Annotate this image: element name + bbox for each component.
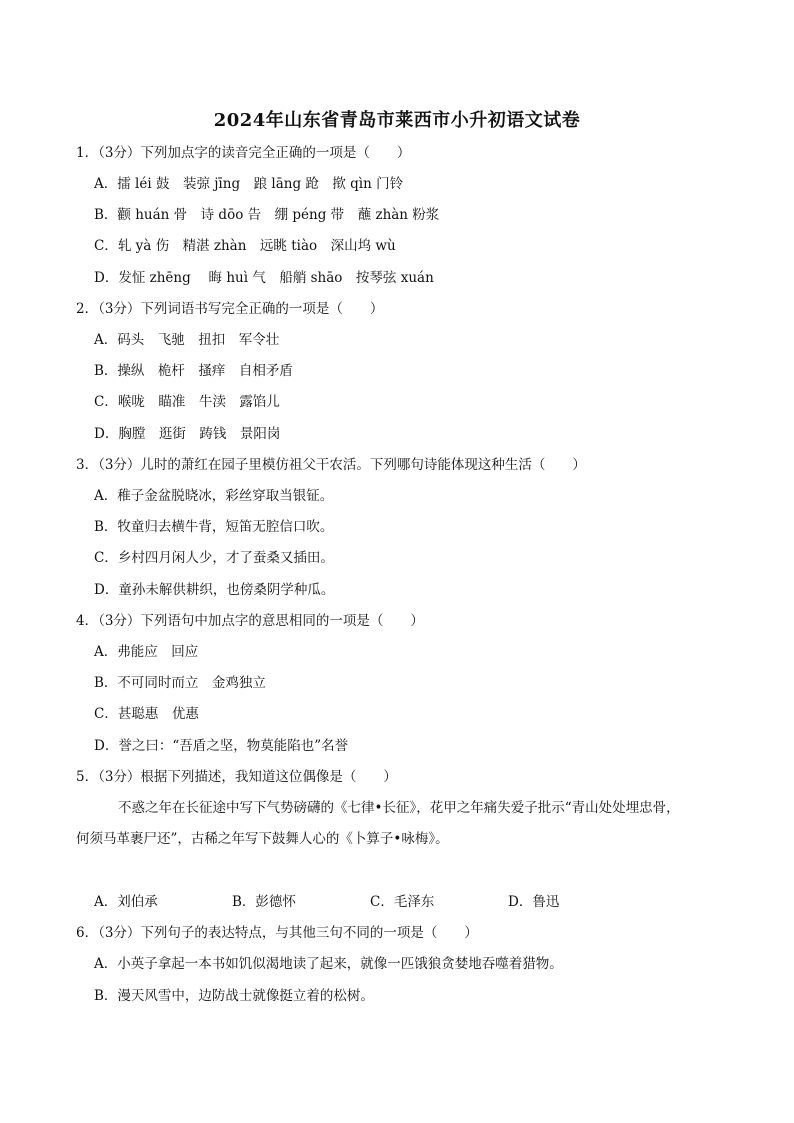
question-4-option-a: A．弗能应 回应 [94,644,199,660]
question-5-stem: 5．（3分）根据下列描述，我知道这位偶像是（ ） [76,769,397,785]
question-4-option-b: B．不可同时而立 金鸡独立 [94,675,266,691]
question-2-option-a: A．码头 飞驰 扭扣 军令壮 [94,332,280,348]
question-5-option-a: A．刘伯承 [94,894,158,910]
page-title: 2024年山东省青岛市莱西市小升初语文试卷 [213,110,581,131]
question-3-option-b: B．牧童归去横牛背，短笛无腔信口吹。 [94,519,334,535]
question-1-option-c: C．轧 yà 伤 精湛 zhàn 远眺 tiào 深山坞 wù [94,238,396,254]
question-4-stem: 4．（3分）下列语句中加点字的意思相同的一项是（ ） [76,613,424,629]
question-2-option-d: D．胸膛 逛街 踌钱 景阳岗 [94,426,281,442]
question-1-option-b: B．颧 huán 骨 诗 dōo 告 绷 péng 带 蘸 zhàn 粉浆 [94,207,440,223]
question-6-option-b: B．漫天风雪中，边防战士就像挺立着的松树。 [94,988,374,1004]
question-6-stem: 6．（3分）下列句子的表达特点，与其他三句不同的一项是（ ） [76,925,478,941]
question-5-option-b: B．彭德怀 [232,894,296,910]
question-1-option-a: A．擂 léi 鼓 装弶 jīng 踉 lāng 跄 揿 qìn 门铃 [94,176,404,192]
question-5-passage-line-1: 不惑之年在长征途中写下气势磅礴的《七律•长征》，花甲之年痛失爱子批示“青山处处埋忠骨， [118,800,680,816]
question-1-option-d: D．发怔 zhēng 晦 huì 气 船艄 shāo 按琴弦 xuán [94,270,434,286]
question-2-option-b: B．操纵 桅杆 搔痒 自相矛盾 [94,363,293,379]
question-2-stem: 2．（3分）下列词语书写完全正确的一项是（ ） [76,301,384,317]
question-4-option-c: C．甚聪惠 优惠 [94,706,199,722]
question-5-option-d: D．鲁迅 [508,894,560,910]
question-5-options [94,893,734,911]
question-2-option-c: C．喉咙 瞄准 牛渎 露馅儿 [94,394,280,410]
question-5-passage-line-2: 何须马革裹尸还”，古稀之年写下鼓舞人心的《卜算子•咏梅》。 [76,831,449,847]
question-3-option-a: A．稚子金盆脱晓冰，彩丝穿取当银钲。 [94,488,334,504]
question-6-option-a: A．小英子拿起一本书如饥似渴地读了起来，就像一匹饿狼贪婪地吞噬着猎物。 [94,956,563,972]
question-5-option-c: C．毛泽东 [370,894,435,910]
question-1-stem: 1．（3分）下列加点字的读音完全正确的一项是（ ） [76,145,411,161]
question-4-option-d: D．誉之曰：“吾盾之坚，物莫能陷也”名誉 [94,738,349,754]
question-3-option-d: D．童孙未解供耕织，也傍桑阴学种瓜。 [94,582,335,598]
question-3-option-c: C．乡村四月闲人少，才了蚕桑又插田。 [94,550,334,566]
question-3-stem: 3．（3分）儿时的萧红在园子里模仿祖父干农活。下列哪句诗能体现这种生活（ ） [76,457,586,473]
